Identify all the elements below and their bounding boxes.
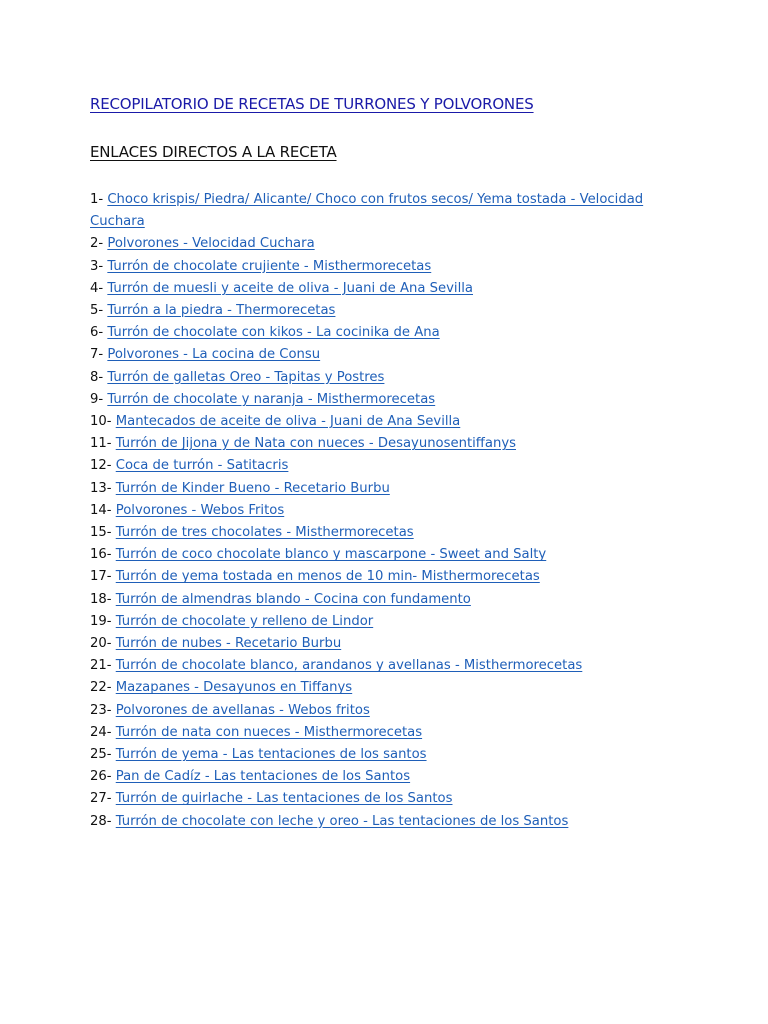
list-item [90,722,690,744]
recipe-number: 19- [90,613,116,629]
recipe-number: 13- [90,480,116,496]
list-item [90,811,690,833]
recipe-link[interactable]: Turrón de chocolate y naranja - Misthermorecetas [107,391,436,407]
list-item [90,766,690,788]
recipe-number: 18- [90,591,116,607]
list-item [90,522,690,544]
recipe-number: 17- [90,569,116,585]
recipe-link-list [90,189,690,833]
recipe-number: 8- [90,369,108,385]
recipe-link[interactable]: Turrón de almendras blando - Cocina con fundamento [115,591,471,607]
recipe-number: 26- [90,769,116,785]
list-item [90,633,690,655]
recipe-number: 5- [90,303,108,319]
list-item [90,655,690,677]
recipe-number: 20- [90,636,116,652]
list-item [90,677,690,699]
recipe-link[interactable]: Turrón de nata con nueces - Misthermorecetas [115,724,423,740]
list-item [90,611,690,633]
recipe-number: 1- [90,192,108,207]
recipe-number: 28- [90,813,116,829]
recipe-number: 11- [90,436,116,452]
list-item [90,300,690,322]
recipe-link[interactable]: Turrón de coco chocolate blanco y mascarpone - Sweet and Salty [115,547,547,563]
document-subtitle: ENLACES DIRECTOS A LA RECETA [90,143,337,161]
list-item [90,788,690,810]
recipe-link[interactable]: Polvorones - Webos Fritos [115,502,285,518]
recipe-link[interactable]: Turrón de guirlache - Las tentaciones de los Santos [115,791,453,807]
recipe-link[interactable]: Turrón de galletas Oreo - Tapitas y Postres [107,369,385,385]
recipe-number: 22- [90,680,116,696]
list-item [90,478,690,500]
list-item [90,411,690,433]
recipe-link[interactable]: Coca de turrón - Satitacris [115,458,289,474]
list-item [90,367,690,389]
list-item [90,322,690,344]
recipe-link[interactable]: Turrón de chocolate blanco, arandanos y avellanas - Misthermorecetas [115,658,583,674]
recipe-number: 7- [90,347,108,363]
recipe-link[interactable]: Turrón de Kinder Bueno - Recetario Burbu [115,480,390,496]
recipe-link[interactable]: Turrón a la piedra - Thermorecetas [107,303,336,319]
list-item [90,189,690,233]
list-item [90,256,690,278]
recipe-link[interactable]: Turrón de chocolate con kikos - La cocinika de Ana [107,325,440,341]
recipe-link[interactable]: Turrón de nubes - Recetario Burbu [115,636,342,652]
recipe-link[interactable]: Polvorones - Velocidad Cuchara [107,236,315,252]
recipe-number: 27- [90,791,116,807]
list-item [90,544,690,566]
recipe-number: 24- [90,724,116,740]
document-title: RECOPILATORIO DE RECETAS DE TURRONES Y POLVORONES [90,95,534,113]
recipe-number: 6- [90,325,108,341]
recipe-number: 25- [90,747,116,763]
recipe-link[interactable]: Turrón de chocolate crujiente - Misthermorecetas [107,258,432,274]
recipe-number: 23- [90,702,116,718]
recipe-link[interactable]: Choco krispis/ Piedra/ Alicante/ Choco con frutos secos/ Yema tostada - Velocidad Cuchara [90,192,644,230]
list-item [90,389,690,411]
list-item [90,455,690,477]
recipe-link[interactable]: Pan de Cadíz - Las tentaciones de los Santos [115,769,411,785]
recipe-link[interactable]: Polvorones - La cocina de Consu [107,347,321,363]
recipe-number: 9- [90,391,108,407]
recipe-number: 10- [90,414,116,430]
list-item [90,700,690,722]
recipe-link[interactable]: Turrón de tres chocolates - Misthermorecetas [115,525,414,541]
list-item [90,566,690,588]
list-item [90,433,690,455]
recipe-number: 4- [90,280,108,296]
list-item [90,344,690,366]
list-item [90,500,690,522]
recipe-link[interactable]: Mantecados de aceite de oliva - Juani de Ana Sevilla [115,414,461,430]
recipe-link[interactable]: Turrón de yema tostada en menos de 10 min- Misthermorecetas [115,569,540,585]
recipe-number: 3- [90,258,108,274]
recipe-link[interactable]: Turrón de Jijona y de Nata con nueces - Desayunosentiffanys [115,436,516,452]
recipe-number: 16- [90,547,116,563]
list-item [90,233,690,255]
recipe-link[interactable]: Turrón de chocolate con leche y oreo - Las tentaciones de los Santos [115,813,569,829]
list-item [90,744,690,766]
recipe-number: 21- [90,658,116,674]
recipe-link[interactable]: Turrón de chocolate y relleno de Lindor [115,613,374,629]
recipe-link[interactable]: Mazapanes - Desayunos en Tiffanys [115,680,353,696]
recipe-number: 15- [90,525,116,541]
recipe-number: 12- [90,458,116,474]
recipe-link[interactable]: Turrón de yema - Las tentaciones de los santos [115,747,427,763]
recipe-number: 14- [90,502,116,518]
recipe-link[interactable]: Polvorones de avellanas - Webos fritos [115,702,370,718]
recipe-number: 2- [90,236,108,252]
list-item [90,278,690,300]
recipe-link[interactable]: Turrón de muesli y aceite de oliva - Juani de Ana Sevilla [107,280,473,296]
list-item [90,589,690,611]
